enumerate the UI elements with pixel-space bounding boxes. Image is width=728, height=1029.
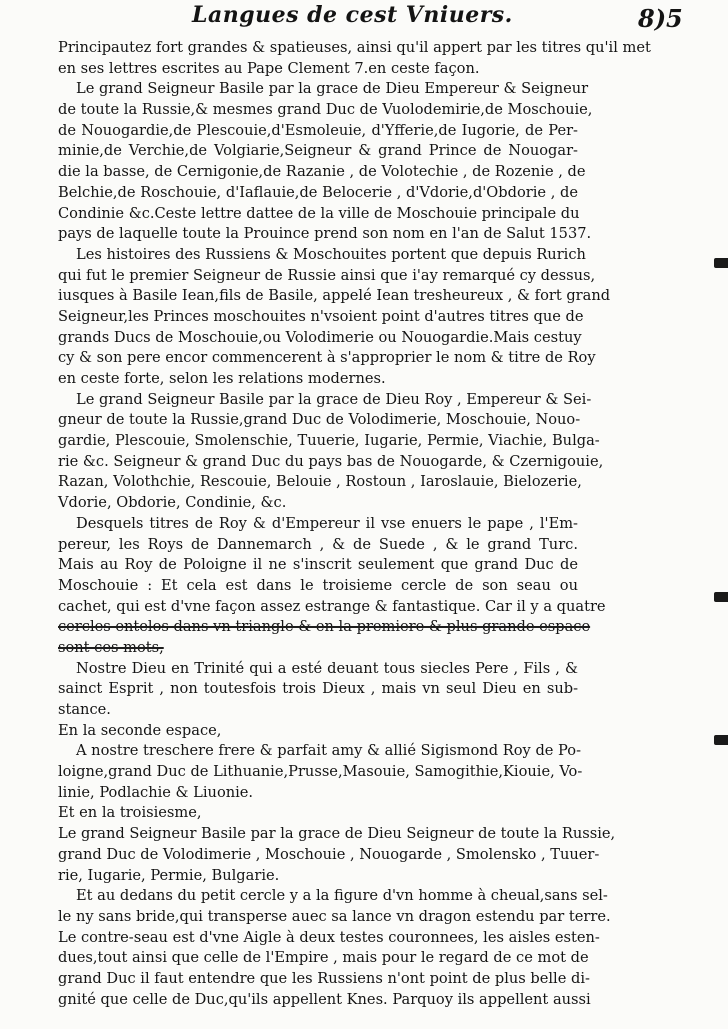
text-line: Desquels titres de Roy & d'Empereur il vse enuers le pape , l'Em- (76, 514, 578, 532)
page-number: 8)5 (638, 4, 683, 33)
text-line: qui fut le premier Seigneur de Russie ainsi que i'ay remarqué cy dessus, (58, 266, 596, 284)
text-line: Moschouie : Et cela est dans le troisieme cercle de son seau ou (58, 576, 578, 594)
text-line: cachet, qui est d'vne façon assez estrange & fantastique. Car il y a quatre (58, 597, 606, 615)
text-line: de Nouogardie,de Plescouie,d'Esmoleuie, d'Yfferie,de Iugorie, de Per- (58, 121, 578, 139)
margin-ink-mark (714, 735, 728, 745)
text-line: die la basse, de Cernigonie,de Razanie , de Volotechie , de Rozenie , de (58, 163, 586, 181)
struck-text-line: sont ces mots, (58, 638, 164, 656)
struck-text-line: cercles entelos dans vn triangle & en la premiere & plus grande espace (58, 618, 591, 636)
text-line: pays de laquelle toute la Prouince prend son nom en l'an de Salut 1537. (58, 225, 592, 243)
text-line: iusques à Basile Iean,fils de Basile, appelé Iean tresheureux , & fort grand (58, 287, 611, 305)
text-line: linie, Podlachie & Liuonie. (58, 783, 254, 801)
text-line: loigne,grand Duc de Lithuanie,Prusse,Masouie, Samogithie,Kiouie, Vo- (58, 763, 583, 781)
text-line: Et au dedans du petit cercle y a la figure d'vn homme à cheual,sans sel- (76, 887, 608, 905)
text-line: grands Ducs de Moschouie,ou Volodimerie ou Nouogardie.Mais cestuy (58, 328, 582, 346)
text-line: dues,tout ainsi que celle de l'Empire , mais pour le regard de ce mot de (58, 949, 589, 967)
text-line: Le grand Seigneur Basile par la grace de Dieu Roy , Empereur & Sei- (76, 390, 592, 408)
text-line: Seigneur,les Princes moschouites n'vsoient point d'autres titres que de (58, 307, 584, 325)
text-line: sainct Esprit , non toutesfois trois Dieux , mais vn seul Dieu en sub- (58, 680, 578, 698)
running-title: Langues de cest Vniuers. (192, 2, 513, 28)
text-line: Le grand Seigneur Basile par la grace de Dieu Empereur & Seigneur (76, 80, 589, 98)
text-line: Condinie &c.Ceste lettre dattee de la ville de Moschouie principale du (58, 204, 580, 222)
text-line: grand Duc il faut entendre que les Russiens n'ont point de plus belle di- (58, 969, 590, 987)
text-line: minie,de Verchie,de Volgiarie,Seigneur & grand Prince de Nouogar- (58, 142, 578, 160)
text-line: rie, Iugarie, Permie, Bulgarie. (58, 866, 280, 884)
text-line: stance. (58, 701, 111, 718)
text-line: Principautez fort grandes & spatieuses, ainsi qu'il appert par les titres qu'il met (58, 39, 651, 56)
text-line: Belchie,de Roschouie, d'Iaflauie,de Belocerie , d'Vdorie,d'Obdorie , de (58, 183, 578, 201)
text-line: Les histoires des Russiens & Moschouites portent que depuis Rurich (76, 245, 586, 263)
text-line: gnité que celle de Duc,qu'ils appellent Knes. Parquoy ils appellent aussi (58, 990, 591, 1008)
text-line: Razan, Volothchie, Rescouie, Belouie , Rostoun , Iaroslauie, Bielozerie, (58, 473, 582, 491)
text-line: Nostre Dieu en Trinité qui a esté deuant tous siecles Pere , Fils , & (76, 659, 578, 677)
text-line: en ses lettres escrites au Pape Clement 7.en ceste façon. (58, 59, 480, 77)
margin-ink-mark (714, 258, 728, 268)
text-line: de toute la Russie,& mesmes grand Duc de Vuolodemirie,de Moschouie, (58, 101, 593, 119)
margin-ink-mark (714, 592, 728, 602)
text-line: pereur, les Roys de Dannemarch , & de Suede , & le grand Turc. (58, 535, 578, 553)
text-line: en ceste forte, selon les relations modernes. (58, 370, 386, 387)
text-line: Vdorie, Obdorie, Condinie, &c. (58, 494, 287, 512)
text-line: grand Duc de Volodimerie , Moschouie , Nouogarde , Smolensko , Tuuer- (58, 845, 600, 863)
text-line: rie &c. Seigneur & grand Duc du pays bas de Nouogarde, & Czernigouie, (58, 452, 604, 470)
text-line: Mais au Roy de Poloigne il ne s'inscrit seulement que grand Duc de (58, 556, 578, 574)
text-line: gneur de toute la Russie,grand Duc de Volodimerie, Moschouie, Nouo- (58, 411, 581, 429)
text-line: cy & son pere encor commencerent à s'approprier le nom & titre de Roy (58, 349, 596, 367)
text-line: Et en la troisiesme, (58, 804, 202, 822)
text-line: A nostre treschere frere & parfait amy & allié Sigismond Roy de Po- (76, 742, 582, 760)
text-line: gardie, Plescouie, Smolenschie, Tuuerie, Iugarie, Permie, Viachie, Bulga- (58, 432, 600, 450)
body-text (58, 38, 651, 1010)
text-line: Le contre-seau est d'vne Aigle à deux testes couronnees, les aisles esten- (58, 928, 600, 946)
text-line: En la seconde espace, (58, 721, 222, 739)
text-line: le ny sans bride,qui transperse auec sa lance vn dragon estendu par terre. (58, 907, 611, 925)
page-header (0, 2, 728, 38)
text-line: Le grand Seigneur Basile par la grace de Dieu Seigneur de toute la Russie, (58, 825, 616, 843)
